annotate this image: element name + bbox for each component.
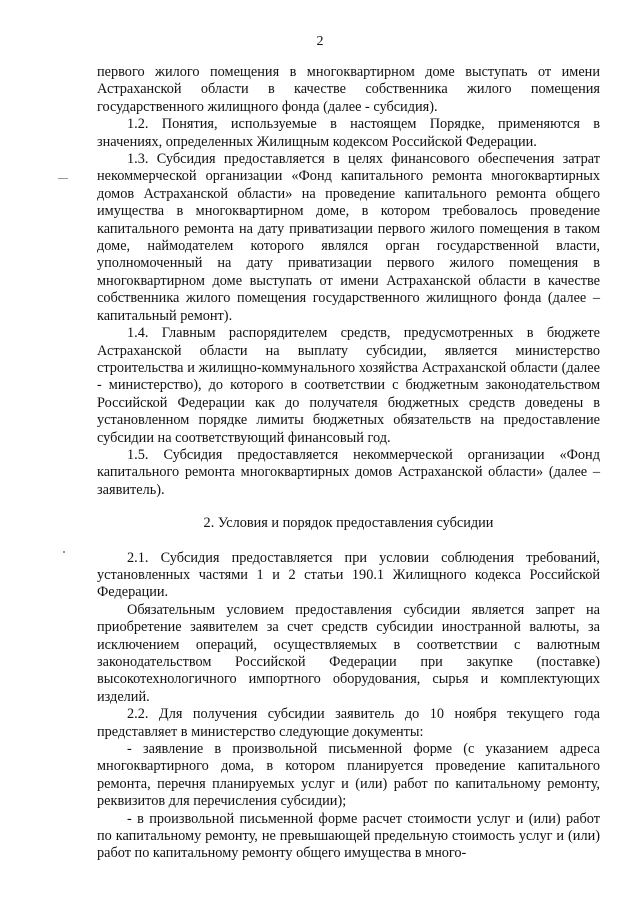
paragraph-continuation: первого жилого помещения в многоквартирном доме выступать от имени Астраханской области в качестве собственника жилого помещения государственного жилищного фонда (далее - субсидия). bbox=[97, 64, 600, 115]
paragraph-1-4: 1.4. Главным распорядителем средств, предусмотренных в бюджете Астраханской области на выплату субсидии, является министерство строительства и жилищно-коммунального хозяйства Астраханской области (далее - министерство), до которого в соответствии с бюджетным законодательством Российской Федерации как до получателя бюджетных средств доведены в установленном порядке лимиты бюджетных обязательств на предоставление субсидии на соответствующий финансовый год. bbox=[97, 325, 600, 446]
document-body bbox=[97, 64, 600, 863]
paragraph-2-2: 2.2. Для получения субсидии заявитель до 10 ноября текущего года представляет в министерство следующие документы: bbox=[97, 706, 600, 740]
scan-mark bbox=[58, 178, 68, 179]
page-number: 2 bbox=[316, 34, 324, 49]
paragraph-mandatory-condition: Обязательным условием предоставления субсидии является запрет на приобретение заявителем за счет средств субсидии иностранной валюты, за исключением операций, осуществляемых в соответствии с валютным законодательством Российской Федерации при закупке (поставке) высокотехнологичного импортного оборудования, сырья и комплектующих изделий. bbox=[97, 601, 600, 705]
paragraph-2-1: 2.1. Субсидия предоставляется при условии соблюдения требований, установленных частями 1 и 2 статьи 190.1 Жилищного кодекса Российской Федерации. bbox=[97, 549, 600, 601]
paragraph-1-3: 1.3. Субсидия предоставляется в целях финансового обеспечения затрат некоммерческой организации «Фонд капитального ремонта многоквартирных домов Астраханской области» на проведение капитального ремонта общего имущества в многоквартирном доме, в котором требовалось проведение капитального ремонта на дату приватизации первого жилого помещения в таком доме, наймодателем которого являлся орган государственной власти, уполномоченный на дату приватизации первого жилого помещения в многоквартирном доме выступать от имени Астраханской области в качестве собственника жилого помещения государственного жилищного фонда (далее – капитальный ремонт). bbox=[97, 151, 600, 324]
scan-dot bbox=[63, 551, 65, 553]
paragraph-1-5: 1.5. Субсидия предоставляется некоммерческой организации «Фонд капитального ремонта многоквартирных домов Астраханской области» (далее – заявитель). bbox=[97, 446, 600, 498]
list-item-application: - заявление в произвольной письменной форме (с указанием адреса многоквартирного дома, в котором планируется проведение капитального ремонта, перечня планируемых услуг и (или) работ по капитальному ремонту, реквизитов для перечисления субсидии); bbox=[97, 741, 600, 810]
paragraph-1-2: 1.2. Понятия, используемые в настоящем Порядке, применяются в значениях, определенных Жилищным кодексом Российской Федерации. bbox=[97, 116, 600, 150]
list-item-cost-calculation: - в произвольной письменной форме расчет стоимости услуг и (или) работ по капитальному ремонту, не превышающей предельную стоимость услуг и (или) работ по капитальному ремонту общего имущества в много- bbox=[97, 810, 600, 862]
section-heading: 2. Условия и порядок предоставления субсидии bbox=[203, 515, 494, 532]
